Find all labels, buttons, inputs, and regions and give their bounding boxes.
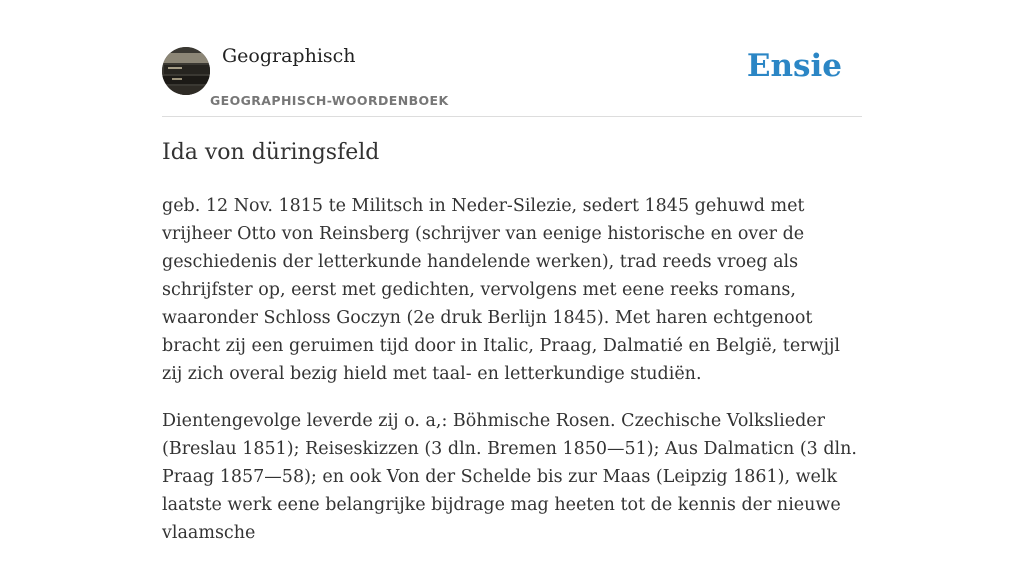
entry-title: Ida von düringsfeld xyxy=(162,140,380,165)
entry-paragraph: Dientengevolge leverde zij o. a,: Böhmische Rosen. Czechische Volkslieder (Breslau 1851); Reiseskizzen (3 dln. Bremen 1850—51); Aus Dalmaticn (3 dln. Praag 1857—58); en ook Von der Schelde bis zur Maas (Leipzig 1861), welk laatste werk eene belangrijke bijdrage mag heeten tot de kennis der nieuwe vlaamsche xyxy=(162,411,857,543)
source-avatar[interactable] xyxy=(162,47,210,95)
ensie-logo-link[interactable]: Ensie xyxy=(746,48,842,84)
books-icon xyxy=(162,47,210,95)
entry-content xyxy=(162,192,862,566)
source-subtitle[interactable]: GEOGRAPHISCH-WOORDENBOEK xyxy=(210,93,449,108)
page xyxy=(162,0,862,543)
source-title[interactable]: Geographisch xyxy=(222,45,356,67)
source-header xyxy=(162,0,862,117)
entry-paragraph: geb. 12 Nov. 1815 te Militsch in Neder-Silezie, sedert 1845 gehuwd met vrijheer Otto von Reinsberg (schrijver van eenige historische en over de geschiedenis der letterkunde handelende werken), trad reeds vroeg als schrijfster op, eerst met gedichten, vervolgens met eene reeks romans, waaronder Schloss Goczyn (2e druk Berlijn 1845). Met haren echtgenoot bracht zij een geruimen tijd door in Italic, Praag, Dalmatié en België, terwjjl zij zich overal bezig hield met taal- en letterkundige studiën. xyxy=(162,196,840,384)
